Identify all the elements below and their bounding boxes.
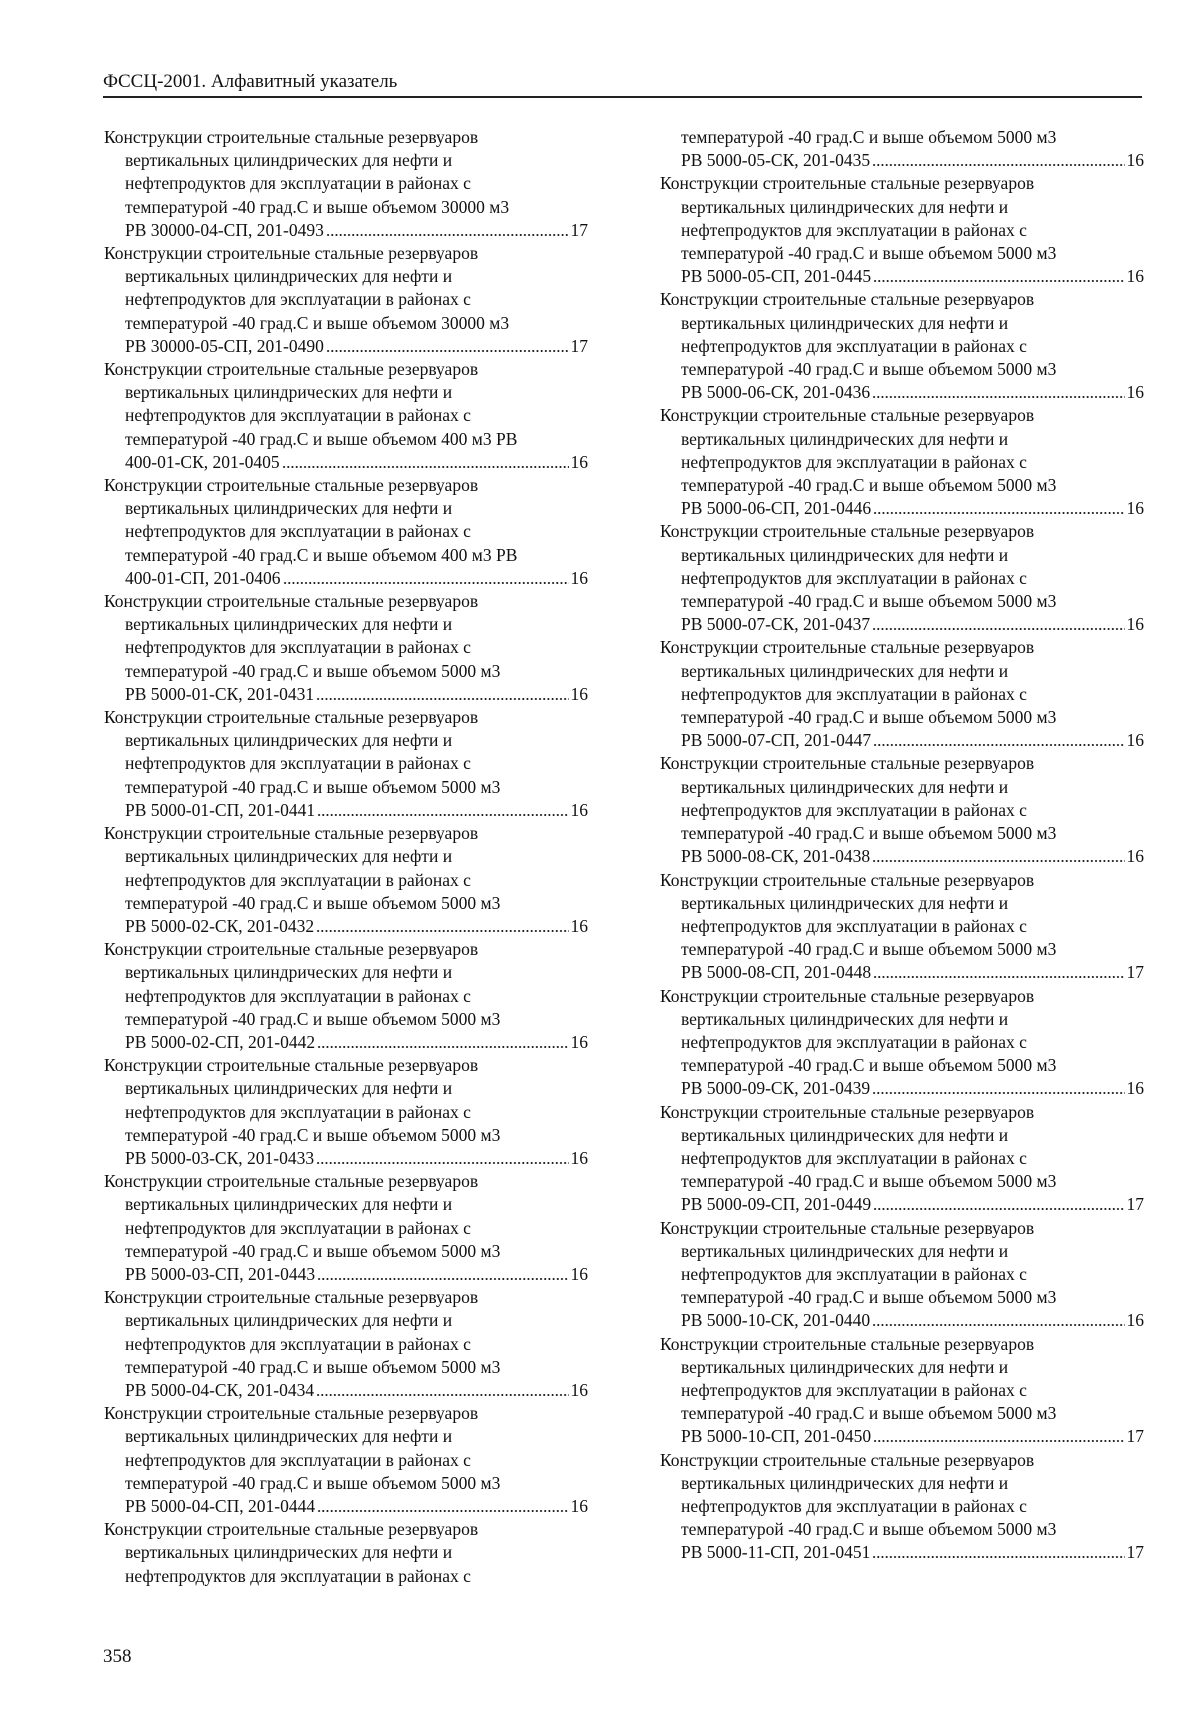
index-entry [660, 404, 1144, 520]
entry-code: 400-01-СП, 201-0406 [125, 567, 281, 588]
entry-text-line: температурой -40 град.С и выше объемом 5000 м3 [125, 1356, 501, 1377]
index-entry [660, 288, 1144, 404]
entry-code: РВ 5000-07-СК, 201-0437 [681, 614, 871, 635]
entry-reference-line [660, 149, 1144, 172]
entry-heading: Конструкции строительные стальные резервуаров [104, 823, 479, 844]
entry-heading: Конструкции строительные стальные резервуаров [660, 289, 1035, 310]
dot-leader [326, 222, 569, 236]
dot-leader [873, 1196, 1124, 1210]
entry-page-ref: 17 [570, 219, 588, 240]
entry-text-line: нефтепродуктов для эксплуатации в районах с [681, 1379, 1027, 1400]
entry-page-ref: 17 [1126, 962, 1144, 983]
entry-heading: Конструкции строительные стальные резервуаров [660, 985, 1035, 1006]
entry-text-line: вертикальных цилиндрических для нефти и [681, 1240, 1009, 1261]
dot-leader [873, 268, 1124, 282]
entry-page-ref: 16 [570, 915, 588, 936]
entry-text-line: нефтепродуктов для эксплуатации в районах с [681, 799, 1027, 820]
dot-leader [316, 918, 568, 932]
entry-text-line: температурой -40 град.С и выше объемом 5000 м3 [681, 1055, 1057, 1076]
index-entry [660, 172, 1144, 288]
entry-page-ref: 16 [570, 1495, 588, 1516]
entry-heading: Конструкции строительные стальные резервуаров [660, 1217, 1035, 1238]
entry-text-line: нефтепродуктов для эксплуатации в районах с [125, 405, 471, 426]
entry-text-line: нефтепродуктов для эксплуатации в районах с [125, 985, 471, 1006]
index-entry [104, 242, 588, 358]
entry-code: РВ 5000-01-СП, 201-0441 [125, 799, 316, 820]
entry-text-line: нефтепродуктов для эксплуатации в районах с [125, 753, 471, 774]
entry-page-ref: 16 [1126, 382, 1144, 403]
entry-reference-line [660, 729, 1144, 752]
entry-code: РВ 5000-09-СК, 201-0439 [681, 1078, 871, 1099]
entry-text-line: нефтепродуктов для эксплуатации в районах с [125, 289, 471, 310]
entry-page-ref: 16 [570, 683, 588, 704]
entry-text-line: температурой -40 град.С и выше объемом 400 м3 РВ [125, 544, 518, 565]
index-entry [660, 869, 1144, 985]
entry-text-line: вертикальных цилиндрических для нефти и [681, 892, 1009, 913]
entry-page-ref: 16 [1126, 1310, 1144, 1331]
entry-code: РВ 5000-08-СП, 201-0448 [681, 962, 872, 983]
index-entry [660, 1333, 1144, 1449]
entry-reference-line [104, 1031, 588, 1054]
index-entry [104, 590, 588, 706]
entry-page-ref: 16 [1126, 498, 1144, 519]
entry-page-ref: 16 [1126, 614, 1144, 635]
entry-page-ref: 16 [1126, 266, 1144, 287]
entry-heading: Конструкции строительные стальные резервуаров [104, 359, 479, 380]
entry-text-line: температурой -40 град.С и выше объемом 400 м3 РВ [125, 428, 518, 449]
entry-text-line: вертикальных цилиндрических для нефти и [125, 614, 453, 635]
entry-text-line: вертикальных цилиндрических для нефти и [125, 1310, 453, 1331]
entry-text-line: температурой -40 град.С и выше объемом 5000 м3 [681, 823, 1057, 844]
entry-page-ref: 16 [570, 1263, 588, 1284]
entry-text-line: вертикальных цилиндрических для нефти и [125, 498, 453, 519]
entry-text-line: нефтепродуктов для эксплуатации в районах с [681, 1147, 1027, 1168]
entry-text-line: температурой -40 град.С и выше объемом 5000 м3 [125, 1240, 501, 1261]
index-column-left [104, 126, 588, 1588]
entry-text-line: нефтепродуктов для эксплуатации в районах с [681, 567, 1027, 588]
entry-code: РВ 5000-04-СК, 201-0434 [125, 1379, 315, 1400]
entry-code: РВ 5000-08-СК, 201-0438 [681, 846, 871, 867]
dot-leader [316, 1382, 568, 1396]
entry-heading: Конструкции строительные стальные резервуаров [660, 521, 1035, 542]
entry-code: РВ 30000-04-СП, 201-0493 [125, 219, 324, 240]
index-entry [104, 1402, 588, 1518]
entry-text-line: нефтепродуктов для эксплуатации в районах с [125, 1333, 471, 1354]
entry-text-line: вертикальных цилиндрических для нефти и [125, 730, 453, 751]
entry-reference-line [660, 961, 1144, 984]
entry-text-line: вертикальных цилиндрических для нефти и [681, 1124, 1009, 1145]
index-entry [104, 1518, 588, 1588]
entry-reference-line [104, 683, 588, 706]
index-entry [104, 1054, 588, 1170]
index-entry [104, 822, 588, 938]
entry-reference-line [660, 1541, 1144, 1564]
entry-text-line: нефтепродуктов для эксплуатации в районах с [681, 335, 1027, 356]
dot-leader [317, 1498, 568, 1512]
dot-leader [872, 1544, 1124, 1558]
entry-page-ref: 16 [1126, 730, 1144, 751]
entry-text-line: нефтепродуктов для эксплуатации в районах с [125, 1565, 471, 1586]
entry-reference-line [104, 335, 588, 358]
entry-code: РВ 5000-10-СК, 201-0440 [681, 1310, 871, 1331]
dot-leader [873, 964, 1124, 978]
entry-heading: Конструкции строительные стальные резервуаров [104, 1287, 479, 1308]
entry-text-line: температурой -40 град.С и выше объемом 5000 м3 [125, 660, 501, 681]
entry-text-line: вертикальных цилиндрических для нефти и [125, 962, 453, 983]
entry-text-line: температурой -40 град.С и выше объемом 5000 м3 [681, 591, 1057, 612]
entry-text-line: вертикальных цилиндрических для нефти и [125, 1194, 453, 1215]
index-entry [104, 938, 588, 1054]
index-entry [104, 1170, 588, 1286]
entry-text-line: температурой -40 град.С и выше объемом 5000 м3 [681, 1287, 1057, 1308]
index-entry [104, 706, 588, 822]
entry-heading: Конструкции строительные стальные резервуаров [660, 753, 1035, 774]
dot-leader [283, 570, 569, 584]
entry-reference-line [104, 1495, 588, 1518]
dot-leader [282, 454, 569, 468]
dot-leader [326, 338, 569, 352]
dot-leader [317, 802, 568, 816]
dot-leader [873, 1428, 1124, 1442]
entry-text-line: вертикальных цилиндрических для нефти и [125, 1078, 453, 1099]
entry-text-line: температурой -40 град.С и выше объемом 5000 м3 [681, 1171, 1057, 1192]
entry-text-line: вертикальных цилиндрических для нефти и [125, 846, 453, 867]
entry-code: РВ 5000-05-СК, 201-0435 [681, 150, 871, 171]
dot-leader [317, 1034, 568, 1048]
entry-text-line: вертикальных цилиндрических для нефти и [125, 382, 453, 403]
entry-code: РВ 5000-06-СП, 201-0446 [681, 498, 872, 519]
entry-code: РВ 5000-09-СП, 201-0449 [681, 1194, 872, 1215]
entry-text-line: температурой -40 град.С и выше объемом 30000 м3 [125, 312, 510, 333]
entry-page-ref: 16 [570, 1147, 588, 1168]
entry-text-line: температурой -40 град.С и выше объемом 5000 м3 [681, 127, 1057, 147]
entry-text-line: вертикальных цилиндрических для нефти и [681, 1472, 1009, 1493]
entry-text-line: нефтепродуктов для эксплуатации в районах с [125, 869, 471, 890]
entry-page-ref: 17 [1126, 1194, 1144, 1215]
entry-text-line: нефтепродуктов для эксплуатации в районах с [681, 219, 1027, 240]
entry-text-line: вертикальных цилиндрических для нефти и [681, 312, 1009, 333]
entry-heading: Конструкции строительные стальные резервуаров [104, 1403, 479, 1424]
entry-code: РВ 5000-02-СП, 201-0442 [125, 1031, 316, 1052]
dot-leader [872, 1080, 1124, 1094]
entry-heading: Конструкции строительные стальные резервуаров [660, 1333, 1035, 1354]
entry-text-line: вертикальных цилиндрических для нефти и [681, 428, 1009, 449]
entry-text-line: вертикальных цилиндрических для нефти и [681, 1356, 1009, 1377]
entry-page-ref: 16 [1126, 1078, 1144, 1099]
entry-heading: Конструкции строительные стальные резервуаров [104, 591, 479, 612]
entry-text-line: температурой -40 град.С и выше объемом 5000 м3 [125, 776, 501, 797]
entry-text-line: вертикальных цилиндрических для нефти и [681, 660, 1009, 681]
entry-text-line: нефтепродуктов для эксплуатации в районах с [125, 1217, 471, 1238]
entry-text-line: температурой -40 град.С и выше объемом 5000 м3 [681, 475, 1057, 496]
entry-page-ref: 17 [1126, 1542, 1144, 1563]
entry-text-line: температурой -40 град.С и выше объемом 5000 м3 [125, 1008, 501, 1029]
entry-text-line: нефтепродуктов для эксплуатации в районах с [125, 1101, 471, 1122]
entry-text-line: нефтепродуктов для эксплуатации в районах с [681, 1495, 1027, 1516]
entry-reference-line [104, 799, 588, 822]
entry-code: РВ 5000-03-СК, 201-0433 [125, 1147, 315, 1168]
entry-code: РВ 5000-11-СП, 201-0451 [681, 1542, 871, 1563]
entry-text-line: вертикальных цилиндрических для нефти и [681, 776, 1009, 797]
entry-reference-line [660, 613, 1144, 636]
entry-code: РВ 5000-10-СП, 201-0450 [681, 1426, 872, 1447]
entry-code: 400-01-СК, 201-0405 [125, 451, 280, 472]
entry-reference-line [104, 219, 588, 242]
entry-code: РВ 5000-03-СП, 201-0443 [125, 1263, 316, 1284]
entry-reference-line [104, 915, 588, 938]
entry-reference-line [660, 381, 1144, 404]
entry-reference-line [104, 1147, 588, 1170]
entry-page-ref: 17 [1126, 1426, 1144, 1447]
entry-text-line: нефтепродуктов для эксплуатации в районах с [125, 1449, 471, 1470]
entry-text-line: вертикальных цилиндрических для нефти и [681, 544, 1009, 565]
entry-heading: Конструкции строительные стальные резервуаров [104, 1171, 479, 1192]
entry-text-line: температурой -40 град.С и выше объемом 5000 м3 [125, 892, 501, 913]
entry-heading: Конструкции строительные стальные резервуаров [104, 475, 479, 496]
entry-heading: Конструкции строительные стальные резервуаров [104, 1055, 479, 1076]
entry-text-line: нефтепродуктов для эксплуатации в районах с [681, 451, 1027, 472]
index-entry [104, 358, 588, 474]
entry-text-line: температурой -40 град.С и выше объемом 5000 м3 [681, 939, 1057, 960]
entry-text-line: вертикальных цилиндрических для нефти и [681, 1008, 1009, 1029]
index-entry [660, 126, 1144, 172]
entry-text-line: температурой -40 град.С и выше объемом 5000 м3 [681, 1519, 1057, 1540]
page-header [103, 70, 1142, 98]
entry-text-line: вертикальных цилиндрических для нефти и [125, 1542, 453, 1563]
entry-page-ref: 16 [570, 799, 588, 820]
dot-leader [317, 1266, 568, 1280]
entry-code: РВ 5000-04-СП, 201-0444 [125, 1495, 316, 1516]
entry-text-line: температурой -40 град.С и выше объемом 5000 м3 [681, 359, 1057, 380]
entry-code: РВ 30000-05-СП, 201-0490 [125, 335, 324, 356]
entry-heading: Конструкции строительные стальные резервуаров [660, 637, 1035, 658]
entry-page-ref: 17 [570, 335, 588, 356]
entry-text-line: нефтепродуктов для эксплуатации в районах с [681, 1031, 1027, 1052]
entry-reference-line [660, 1309, 1144, 1332]
entry-code: РВ 5000-02-СК, 201-0432 [125, 915, 315, 936]
entry-page-ref: 16 [1126, 150, 1144, 171]
entry-text-line: вертикальных цилиндрических для нефти и [125, 266, 453, 287]
index-entry [660, 1101, 1144, 1217]
entry-reference-line [660, 1425, 1144, 1448]
dot-leader [872, 848, 1124, 862]
dot-leader [316, 1150, 568, 1164]
dot-leader [872, 384, 1124, 398]
entry-text-line: температурой -40 град.С и выше объемом 5000 м3 [681, 1403, 1057, 1424]
entry-heading: Конструкции строительные стальные резервуаров [104, 243, 479, 264]
entry-text-line: нефтепродуктов для эксплуатации в районах с [681, 1263, 1027, 1284]
entry-heading: Конструкции строительные стальные резервуаров [104, 127, 479, 147]
entry-text-line: температурой -40 град.С и выше объемом 5000 м3 [681, 707, 1057, 728]
entry-reference-line [104, 451, 588, 474]
entry-code: РВ 5000-07-СП, 201-0447 [681, 730, 872, 751]
entry-heading: Конструкции строительные стальные резервуаров [104, 1519, 479, 1540]
dot-leader [873, 732, 1124, 746]
index-entry [660, 1217, 1144, 1333]
entry-text-line: нефтепродуктов для эксплуатации в районах с [125, 521, 471, 542]
entry-heading: Конструкции строительные стальные резервуаров [104, 707, 479, 728]
index-entry [104, 1286, 588, 1402]
entry-reference-line [660, 845, 1144, 868]
entry-code: РВ 5000-05-СП, 201-0445 [681, 266, 872, 287]
entry-text-line: нефтепродуктов для эксплуатации в районах с [125, 173, 471, 194]
header-title: ФССЦ-2001. Алфавитный указатель [103, 71, 398, 92]
entry-heading: Конструкции строительные стальные резервуаров [104, 939, 479, 960]
dot-leader [872, 152, 1124, 166]
entry-page-ref: 16 [570, 1379, 588, 1400]
dot-leader [872, 1312, 1124, 1326]
index-entry [104, 474, 588, 590]
entry-reference-line [104, 1379, 588, 1402]
entry-heading: Конструкции строительные стальные резервуаров [660, 869, 1035, 890]
entry-reference-line [660, 1077, 1144, 1100]
entry-text-line: вертикальных цилиндрических для нефти и [125, 150, 453, 171]
index-column-right [660, 126, 1144, 1565]
entry-text-line: температурой -40 град.С и выше объемом 30000 м3 [125, 196, 510, 217]
entry-text-line: температурой -40 град.С и выше объемом 5000 м3 [125, 1472, 501, 1493]
entry-page-ref: 16 [570, 1031, 588, 1052]
entry-reference-line [660, 1193, 1144, 1216]
dot-leader [316, 686, 568, 700]
page-number: 358 [103, 1646, 132, 1667]
entry-reference-line [104, 567, 588, 590]
entry-page-ref: 16 [570, 451, 588, 472]
entry-text-line: нефтепродуктов для эксплуатации в районах с [681, 683, 1027, 704]
dot-leader [872, 616, 1124, 630]
entry-heading: Конструкции строительные стальные резервуаров [660, 173, 1035, 194]
index-entry [660, 520, 1144, 636]
entry-heading: Конструкции строительные стальные резервуаров [660, 1449, 1035, 1470]
entry-page-ref: 16 [1126, 846, 1144, 867]
index-entry [104, 126, 588, 242]
entry-heading: Конструкции строительные стальные резервуаров [660, 1101, 1035, 1122]
entry-reference-line [660, 497, 1144, 520]
entry-text-line: нефтепродуктов для эксплуатации в районах с [681, 915, 1027, 936]
entry-text-line: вертикальных цилиндрических для нефти и [681, 196, 1009, 217]
entry-code: РВ 5000-06-СК, 201-0436 [681, 382, 871, 403]
index-entry [660, 1449, 1144, 1565]
entry-text-line: вертикальных цилиндрических для нефти и [125, 1426, 453, 1447]
index-entry [660, 985, 1144, 1101]
entry-text-line: температурой -40 град.С и выше объемом 5000 м3 [681, 243, 1057, 264]
dot-leader [873, 500, 1124, 514]
entry-reference-line [660, 265, 1144, 288]
entry-text-line: нефтепродуктов для эксплуатации в районах с [125, 637, 471, 658]
index-entry [660, 636, 1144, 752]
entry-code: РВ 5000-01-СК, 201-0431 [125, 683, 315, 704]
index-entry [660, 752, 1144, 868]
entry-reference-line [104, 1263, 588, 1286]
entry-page-ref: 16 [570, 567, 588, 588]
entry-heading: Конструкции строительные стальные резервуаров [660, 405, 1035, 426]
entry-text-line: температурой -40 град.С и выше объемом 5000 м3 [125, 1124, 501, 1145]
